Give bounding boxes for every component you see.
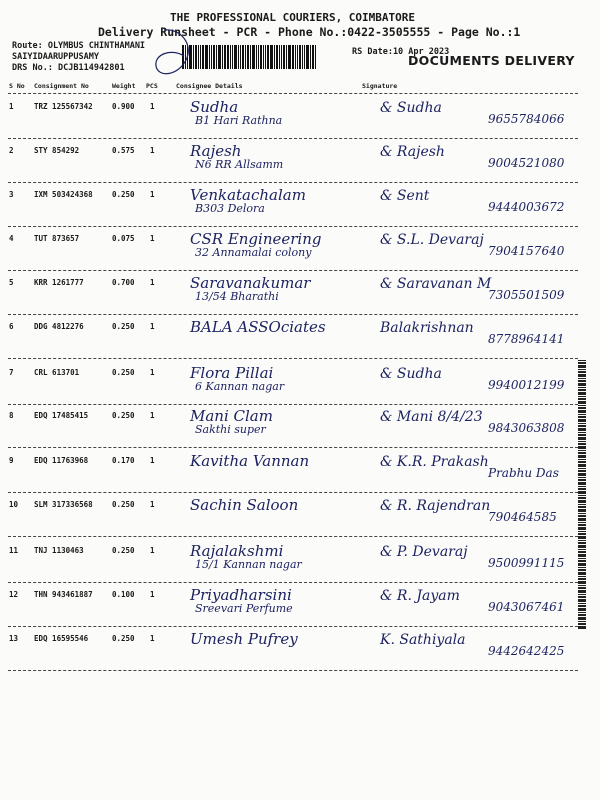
barcode-bar: [200, 45, 201, 69]
col-sno: S No: [9, 82, 25, 90]
barcode-bar: [232, 45, 233, 69]
side-barcode-bar: [578, 578, 586, 580]
side-barcode-bar: [578, 581, 586, 584]
barcode-bar: [295, 45, 296, 69]
row-weight: 0.250: [112, 634, 135, 643]
side-barcode-bar: [578, 596, 586, 598]
receiver-phone: Prabhu Das: [488, 466, 559, 480]
row-weight: 0.575: [112, 146, 135, 155]
side-barcode-bar: [578, 585, 586, 586]
side-barcode-bar: [578, 612, 586, 613]
side-barcode-bar: [578, 522, 586, 523]
side-barcode-bar: [578, 551, 586, 553]
row-pieces: 1: [150, 411, 155, 420]
side-barcode-bar: [578, 441, 586, 442]
side-barcode-bar: [578, 434, 586, 436]
side-barcode-bar: [578, 531, 586, 532]
side-barcode-bar: [578, 470, 586, 472]
side-barcode-bar: [578, 545, 586, 548]
receiver-signature: & Mani 8/4/23: [380, 409, 483, 425]
side-barcode-bar: [578, 536, 586, 539]
receiver-signature: & Rajesh: [380, 144, 445, 160]
barcode-bar: [238, 45, 239, 69]
receiver-phone: 9442642425: [488, 644, 565, 658]
row-serial-number: 12: [9, 590, 19, 599]
side-barcode-bar: [578, 533, 586, 535]
receiver-signature: & R. Rajendran: [380, 498, 491, 514]
side-barcode-bar: [578, 371, 586, 373]
side-barcode-bar: [578, 605, 586, 607]
side-barcode-bar: [578, 380, 586, 382]
side-barcode-bar: [578, 563, 586, 566]
side-barcode-bar: [578, 446, 586, 449]
runsheet-subtitle: Delivery Runsheet - PCR - Phone No.:0422-3505555 - Page No.:1: [98, 25, 521, 39]
side-barcode-bar: [578, 459, 586, 460]
consignee-address: N6 RR Allsamm: [195, 158, 284, 171]
barcode-bar: [288, 45, 291, 69]
route-label: Route: OLYMBUS CHINTHAMANI: [12, 41, 146, 51]
col-consignee: Consignee Details: [176, 82, 243, 90]
side-barcode-bar: [578, 623, 586, 625]
side-barcode-bar: [578, 558, 586, 559]
consignment-number: STY 854292: [34, 146, 80, 155]
barcode-bar: [240, 45, 241, 69]
receiver-signature: Balakrishnan: [380, 320, 474, 336]
barcode-bar: [270, 45, 273, 69]
row-pieces: 1: [150, 102, 155, 111]
side-barcode-bar: [578, 450, 586, 451]
barcode-bar: [202, 45, 204, 69]
barcode-bar: [286, 45, 287, 69]
consignment-number: IXM 503424368: [34, 190, 93, 199]
side-barcode-bar: [578, 599, 586, 602]
row-pieces: 1: [150, 500, 155, 509]
consignee-name: Sachin Saloon: [190, 496, 299, 514]
consignee-address: 15/1 Kannan nagar: [195, 558, 302, 571]
col-consignment: Consignment No: [34, 82, 89, 90]
row-weight: 0.250: [112, 546, 135, 555]
barcode-bar: [265, 45, 266, 69]
consignee-address: 13/54 Bharathi: [195, 290, 279, 303]
row-pieces: 1: [150, 456, 155, 465]
barcode-bar: [283, 45, 285, 69]
row-separator: [8, 447, 578, 448]
side-barcode-bar: [578, 383, 586, 386]
row-serial-number: 6: [9, 322, 14, 331]
side-barcode-bar: [578, 621, 586, 622]
side-barcode-bar: [578, 540, 586, 541]
barcode-bar: [242, 45, 244, 69]
barcode-bar: [205, 45, 208, 69]
side-barcode-bar: [578, 392, 586, 395]
side-barcode-bar: [578, 560, 586, 562]
barcode-bar: [195, 45, 197, 69]
row-serial-number: 7: [9, 368, 14, 377]
row-weight: 0.100: [112, 590, 135, 599]
row-separator: [8, 582, 578, 583]
side-barcode-bar: [578, 365, 586, 368]
drs-number: DRS No.: DCJB114942801: [12, 63, 125, 73]
receiver-signature: & S.L. Devaraj: [380, 232, 484, 248]
consignee-name: Priyadharsini: [190, 586, 292, 604]
side-barcode-bar: [578, 617, 586, 620]
side-barcode-bar: [578, 473, 586, 476]
col-weight: Weight: [112, 82, 136, 90]
barcode-bar: [263, 45, 264, 69]
row-separator: [8, 226, 578, 227]
consignment-number: KRR 1261777: [34, 278, 84, 287]
row-separator: [8, 314, 578, 315]
side-barcode-bar: [578, 464, 586, 467]
receiver-signature: & P. Devaraj: [380, 544, 468, 560]
barcode-bar: [230, 45, 231, 69]
documents-delivery-title: DOCUMENTS DELIVERY: [408, 53, 575, 68]
side-barcode-bar: [578, 590, 586, 593]
consignment-number: TUT 873657: [34, 234, 80, 243]
barcode-bar: [297, 45, 298, 69]
consignment-number: SLM 317336568: [34, 500, 93, 509]
barcode-bar: [227, 45, 229, 69]
row-serial-number: 9: [9, 456, 14, 465]
barcode-bar: [302, 45, 303, 69]
side-barcode-bar: [578, 587, 586, 589]
barcode-bar: [213, 45, 215, 69]
receiver-signature: & Saravanan M: [380, 276, 492, 292]
barcode-bar: [234, 45, 237, 69]
receiver-signature: K. Sathiyala: [380, 632, 466, 648]
receiver-phone: 7904157640: [488, 244, 565, 258]
barcode-bar: [260, 45, 262, 69]
side-barcode-bar: [578, 527, 586, 530]
consignment-number: EDQ 17485415: [34, 411, 89, 420]
side-barcode-bar: [578, 491, 586, 494]
barcode-bar: [222, 45, 223, 69]
side-barcode-bar: [578, 594, 586, 595]
row-weight: 0.250: [112, 411, 135, 420]
consignee-name: Venkatachalam: [190, 186, 306, 204]
company-name: THE PROFESSIONAL COURIERS, COIMBATORE: [170, 11, 416, 24]
side-barcode-bar: [578, 468, 586, 469]
side-barcode-bar: [578, 513, 586, 514]
barcode-bar: [267, 45, 269, 69]
consignee-address: B1 Hari Rathna: [195, 114, 283, 127]
side-barcode-bar: [578, 443, 586, 445]
consignee-name: Sudha: [190, 98, 239, 116]
side-barcode-bar: [578, 362, 586, 364]
receiver-signature: & Sent: [380, 188, 430, 204]
side-barcode-bar: [578, 576, 586, 577]
side-barcode-bar: [578, 374, 586, 377]
consignment-number: TRZ 125567342: [34, 102, 93, 111]
side-barcode-bar: [578, 416, 586, 418]
side-barcode: [578, 360, 586, 790]
barcode-bar: [211, 45, 212, 69]
row-serial-number: 8: [9, 411, 14, 420]
row-serial-number: 10: [9, 500, 19, 509]
consignee-address: Sreevari Perfume: [195, 602, 293, 615]
row-serial-number: 2: [9, 146, 14, 155]
row-pieces: 1: [150, 322, 155, 331]
consignment-number: EDQ 16595546: [34, 634, 89, 643]
receiver-phone: 9500991115: [488, 556, 565, 570]
side-barcode-bar: [578, 425, 586, 427]
side-barcode-bar: [578, 482, 586, 485]
consignee-name: BALA ASSOciates: [190, 318, 326, 336]
col-pcs: PCS: [146, 82, 158, 90]
rs-date: RS Date:10 Apr 2023: [352, 47, 450, 57]
drs-barcode: [182, 45, 342, 69]
side-barcode-bar: [578, 401, 586, 404]
side-barcode-bar: [578, 396, 586, 397]
side-barcode-bar: [578, 414, 586, 415]
consignee-name: Saravanakumar: [190, 274, 311, 292]
side-barcode-bar: [578, 500, 586, 503]
row-pieces: 1: [150, 634, 155, 643]
side-barcode-bar: [578, 542, 586, 544]
receiver-phone: 9940012199: [488, 378, 565, 392]
barcode-bar: [258, 45, 259, 69]
row-separator: [8, 404, 578, 405]
side-barcode-bar: [578, 626, 586, 629]
consignment-number: TNJ 1130463: [34, 546, 84, 555]
row-serial-number: 13: [9, 634, 19, 643]
side-barcode-bar: [578, 410, 586, 413]
col-signature: Signature: [362, 82, 398, 90]
row-separator: [8, 536, 578, 537]
pen-scribble-mark: [150, 26, 195, 86]
receiver-phone: 9043067461: [488, 600, 565, 614]
side-barcode-bar: [578, 518, 586, 521]
side-barcode-bar: [578, 378, 586, 379]
side-barcode-bar: [578, 423, 586, 424]
side-barcode-bar: [578, 461, 586, 463]
side-barcode-bar: [578, 369, 586, 370]
row-serial-number: 1: [9, 102, 14, 111]
row-separator: [8, 138, 578, 139]
side-barcode-bar: [578, 486, 586, 487]
side-barcode-bar: [578, 572, 586, 575]
receiver-signature: & R. Jayam: [380, 588, 460, 604]
side-barcode-bar: [578, 569, 586, 571]
side-barcode-bar: [578, 398, 586, 400]
side-barcode-bar: [578, 360, 586, 361]
row-weight: 0.900: [112, 102, 135, 111]
receiver-phone: 7305501509: [488, 288, 565, 302]
consignee-address: Sakthi super: [195, 423, 266, 436]
row-separator: [8, 492, 578, 493]
barcode-bar: [276, 45, 278, 69]
barcode-bar: [279, 45, 280, 69]
row-weight: 0.170: [112, 456, 135, 465]
row-separator: [8, 358, 578, 359]
row-weight: 0.700: [112, 278, 135, 287]
side-barcode-bar: [578, 428, 586, 431]
row-separator: [8, 270, 578, 271]
barcode-bar: [250, 45, 251, 69]
row-separator: [8, 670, 578, 671]
row-weight: 0.250: [112, 190, 135, 199]
side-barcode-bar: [578, 506, 586, 508]
receiver-signature: & Sudha: [380, 100, 442, 116]
side-barcode-bar: [578, 608, 586, 611]
receiver-signature: & Sudha: [380, 366, 442, 382]
side-barcode-bar: [578, 452, 586, 454]
row-pieces: 1: [150, 234, 155, 243]
side-barcode-bar: [578, 549, 586, 550]
row-pieces: 1: [150, 146, 155, 155]
side-barcode-bar: [578, 405, 586, 406]
consignment-number: CRL 613701: [34, 368, 80, 377]
row-pieces: 1: [150, 368, 155, 377]
row-serial-number: 11: [9, 546, 19, 555]
row-separator: [8, 182, 578, 183]
row-serial-number: 3: [9, 190, 14, 199]
consignee-address: B303 Delora: [195, 202, 265, 215]
side-barcode-bar: [578, 614, 586, 616]
receiver-phone: 9444003672: [488, 200, 565, 214]
row-weight: 0.075: [112, 234, 135, 243]
side-barcode-bar: [578, 432, 586, 433]
receiver-signature: & K.R. Prakash: [380, 454, 489, 470]
barcode-bar: [312, 45, 314, 69]
consignee-name: Umesh Pufrey: [190, 630, 298, 648]
header-rule: [8, 93, 578, 94]
consignment-number: THN 943461887: [34, 590, 93, 599]
barcode-bar: [209, 45, 210, 69]
barcode-bar: [299, 45, 301, 69]
consignee-name: Kavitha Vannan: [190, 452, 310, 470]
side-barcode-bar: [578, 455, 586, 458]
consignee-name: Flora Pillai: [190, 364, 274, 382]
side-barcode-bar: [578, 515, 586, 517]
receiver-phone: 9004521080: [488, 156, 565, 170]
row-pieces: 1: [150, 546, 155, 555]
barcode-bar: [281, 45, 282, 69]
barcode-bar: [218, 45, 221, 69]
row-pieces: 1: [150, 590, 155, 599]
barcode-bar: [274, 45, 275, 69]
side-barcode-bar: [578, 524, 586, 526]
consignee-address: 6 Kannan nagar: [195, 380, 285, 393]
side-barcode-bar: [578, 504, 586, 505]
side-barcode-bar: [578, 509, 586, 512]
consignee-name: Rajalakshmi: [190, 542, 284, 560]
row-weight: 0.250: [112, 500, 135, 509]
barcode-bar: [247, 45, 249, 69]
side-barcode-bar: [578, 603, 586, 604]
consignee-name: Rajesh: [190, 142, 242, 160]
receiver-phone: 790464585: [488, 510, 557, 524]
side-barcode-bar: [578, 407, 586, 409]
row-pieces: 1: [150, 278, 155, 287]
row-weight: 0.250: [112, 322, 135, 331]
row-serial-number: 4: [9, 234, 14, 243]
barcode-bar: [310, 45, 311, 69]
row-pieces: 1: [150, 190, 155, 199]
barcode-bar: [245, 45, 246, 69]
side-barcode-bar: [578, 495, 586, 496]
barcode-bar: [315, 45, 316, 69]
side-barcode-bar: [578, 477, 586, 478]
receiver-phone: 9655784066: [488, 112, 565, 126]
barcode-bar: [216, 45, 217, 69]
consignee-address: 32 Annamalai colony: [195, 246, 312, 259]
barcode-bar: [198, 45, 199, 69]
consignment-number: EDQ 11763968: [34, 456, 89, 465]
side-barcode-bar: [578, 497, 586, 499]
staff-name: SAIYIDAARUPPUSAMY: [12, 52, 99, 62]
side-barcode-bar: [578, 419, 586, 422]
row-separator: [8, 626, 578, 627]
barcode-bar: [304, 45, 305, 69]
side-barcode-bar: [578, 389, 586, 391]
side-barcode-bar: [578, 387, 586, 388]
barcode-bar: [306, 45, 309, 69]
barcode-bar: [256, 45, 257, 69]
barcode-bar: [224, 45, 226, 69]
consignee-name: Mani Clam: [190, 407, 273, 425]
side-barcode-bar: [578, 488, 586, 490]
row-weight: 0.250: [112, 368, 135, 377]
receiver-phone: 9843063808: [488, 421, 565, 435]
side-barcode-bar: [578, 479, 586, 481]
barcode-bar: [292, 45, 294, 69]
receiver-phone: 8778964141: [488, 332, 565, 346]
barcode-bar: [252, 45, 255, 69]
consignee-name: CSR Engineering: [190, 230, 322, 248]
side-barcode-bar: [578, 567, 586, 568]
row-serial-number: 5: [9, 278, 14, 287]
side-barcode-bar: [578, 437, 586, 440]
consignment-number: DDG 4812276: [34, 322, 84, 331]
side-barcode-bar: [578, 554, 586, 557]
